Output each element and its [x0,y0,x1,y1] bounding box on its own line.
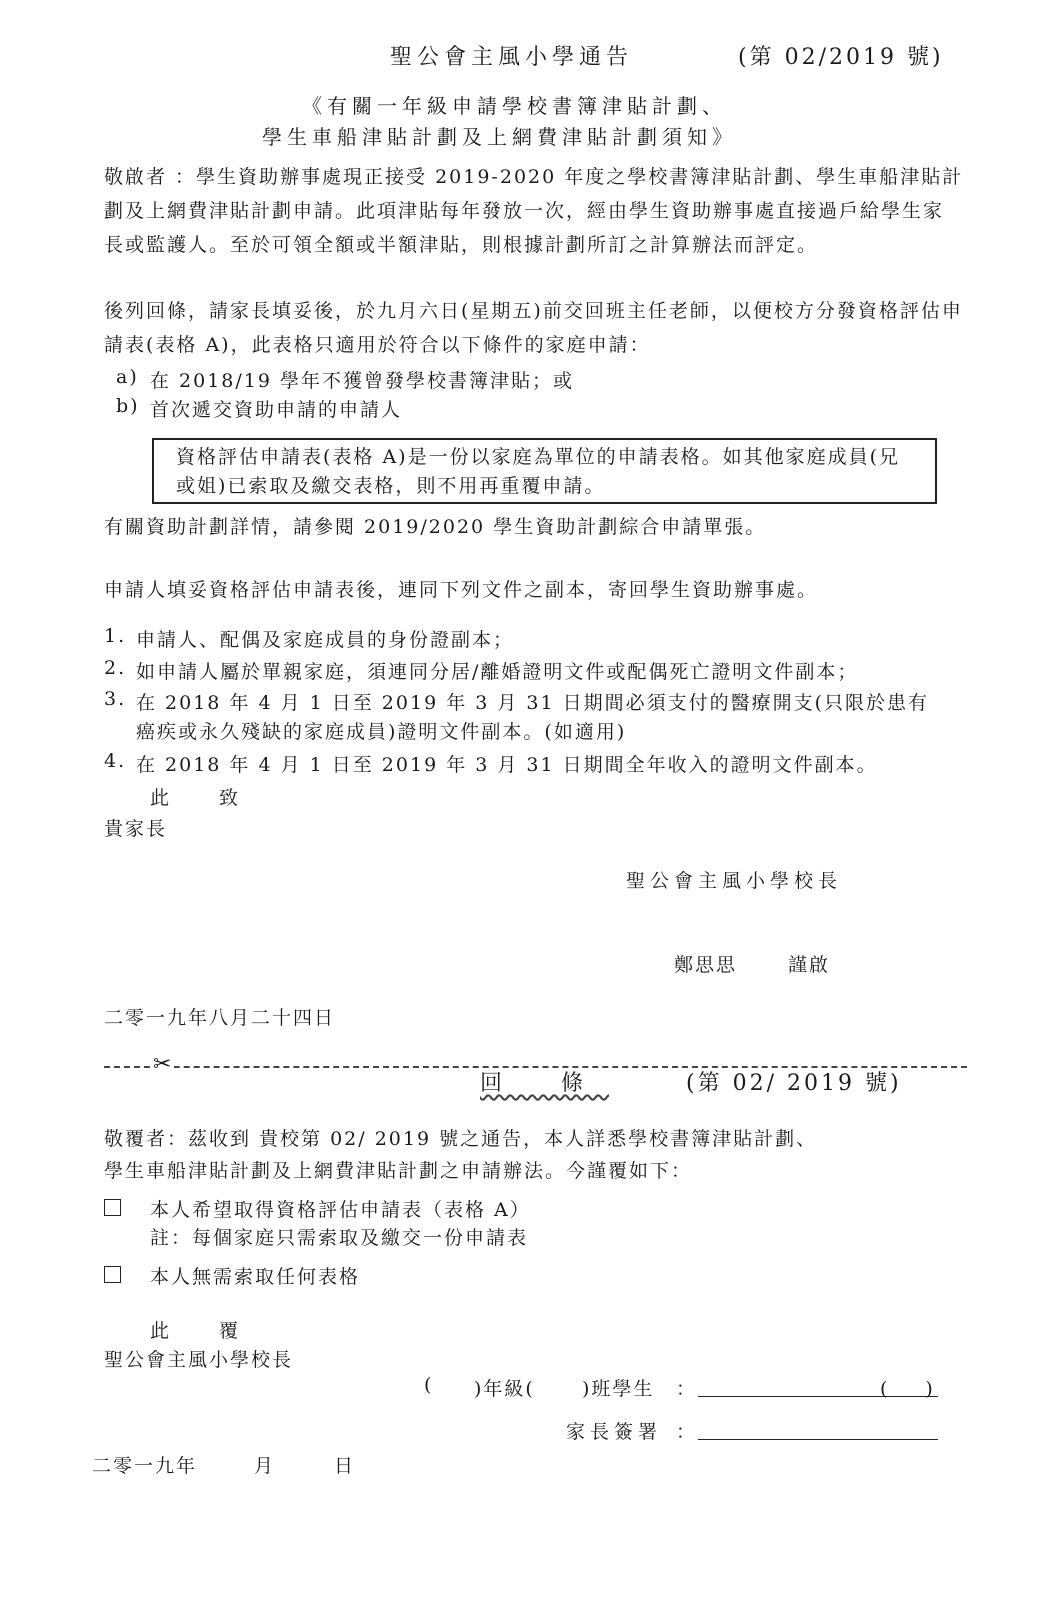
option2-checkbox[interactable] [104,1266,121,1283]
notice-paragraph-intro: 敬啟者 ：學生資助辦事處現正接受 2019-2020 年度之學校書簿津貼計劃、學生車船津貼計劃及上網費津貼計劃申請。此項津貼每年發放一次，經由學生資助辦事處直接過戶給學生家長或監護人。至於可領全額或半額津貼，則根據計劃所訂之計算辦法而評定。 [104,166,964,256]
option1-checkbox[interactable] [104,1199,121,1216]
document-item-3-continuation: 癌疾或永久殘缺的家庭成員)證明文件副本。(如適用) [136,721,627,743]
condition-marker-b: b) [116,395,140,417]
grade-label: )年級( [474,1378,535,1400]
document-item-2: 如申請人屬於單親家庭，須連同分居/離婚證明文件或配偶死亡證明文件副本； [136,661,859,683]
student-colon: ： [676,1378,698,1400]
student-number-bracket: ( ) [880,1378,933,1400]
option2-label: 本人無需索取任何表格 [150,1266,361,1288]
parent-signature-field[interactable] [698,1439,938,1440]
info-box: 資格評估申請表(表格 A)是一份以家庭為單位的申請表格。如其他家庭成員(兄或姐)已索取及繳交表格，則不用再重覆申請。 [152,438,937,504]
grade-open-bracket: ( [424,1374,434,1396]
notice-addressee: 貴家長 [104,818,168,840]
notice-date: 二零一九年八月二十四日 [104,1007,336,1029]
condition-b: 首次遞交資助申請的申請人 [150,399,403,421]
notice-subtitle-line1: 《有關一年級申請學校書簿津貼計劃、 [302,94,727,118]
notice-paragraph-documents: 申請人填妥資格評估申請表後，連同下列文件之副本，寄回學生資助辦事處。 [104,579,819,601]
option1-note: 註：每個家庭只需索取及繳交一份申請表 [150,1227,529,1249]
document-item-3: 在 2018 年 4 月 1 日至 2019 年 3 月 31 日期間必須支付的醫療開支(只限於患有 [136,692,930,714]
reply-addressee: 聖公會主風小學校長 [104,1349,294,1371]
scissors-icon: ✂ [150,1052,174,1077]
parent-signature-label: 家長簽署 [566,1421,663,1443]
document-item-4: 在 2018 年 4 月 1 日至 2019 年 3 月 31 日期間全年收入的證明文件副本。 [136,754,878,776]
signoff-respect: 謹啟 [788,954,831,976]
document-marker-2: 2. [104,657,127,679]
signoff-school: 聖公會主風小學校長 [626,870,843,892]
notice-paragraph-return: 後列回條，請家長填妥後，於九月六日(星期五)前交回班主任老師，以便校方分發資格評估申請表(表格 A)，此表格只適用於符合以下條件的家庭申請： [104,300,963,356]
reply-date-day: 日 [334,1455,356,1477]
document-item-1: 申請人、配偶及家庭成員的身份證副本； [136,629,515,651]
class-student-label: )班學生 [582,1378,655,1400]
notice-closing: 此 致 [150,787,261,809]
document-marker-3: 3. [104,688,127,710]
parent-colon: ： [676,1421,698,1443]
notice-title: 聖公會主風小學通告 [390,45,634,70]
condition-marker-a: a) [116,366,139,388]
reply-number: (第 02/ 2019 號) [686,1071,902,1096]
reply-date-year: 二零一九年 [92,1455,198,1477]
signoff-name: 鄭思思 [674,954,738,976]
notice-number: (第 02/2019 號) [738,45,944,70]
reply-paragraph-line2: 學生車船津貼計劃及上網費津貼計劃之申請辦法。今謹覆如下： [104,1160,693,1182]
reply-title: 回 條 [480,1071,609,1096]
document-marker-4: 4. [104,750,127,772]
reply-paragraph-line1: 敬覆者：茲收到 貴校第 02/ 2019 號之通告，本人詳悉學校書簿津貼計劃、 [104,1128,818,1150]
document-marker-1: 1. [104,625,127,647]
reply-date-month: 月 [254,1455,276,1477]
reply-closing: 此 覆 [150,1320,261,1342]
condition-a: 在 2018/19 學年不獲曾發學校書簿津貼；或 [150,370,575,392]
notice-paragraph-details: 有關資助計劃詳情，請參閱 2019/2020 學生資助計劃綜合申請單張。 [104,516,767,538]
option1-label: 本人希望取得資格評估申請表（表格 A） [150,1199,531,1221]
notice-subtitle-line2: 學生車船津貼計劃及上網費津貼計劃須知》 [262,125,737,149]
